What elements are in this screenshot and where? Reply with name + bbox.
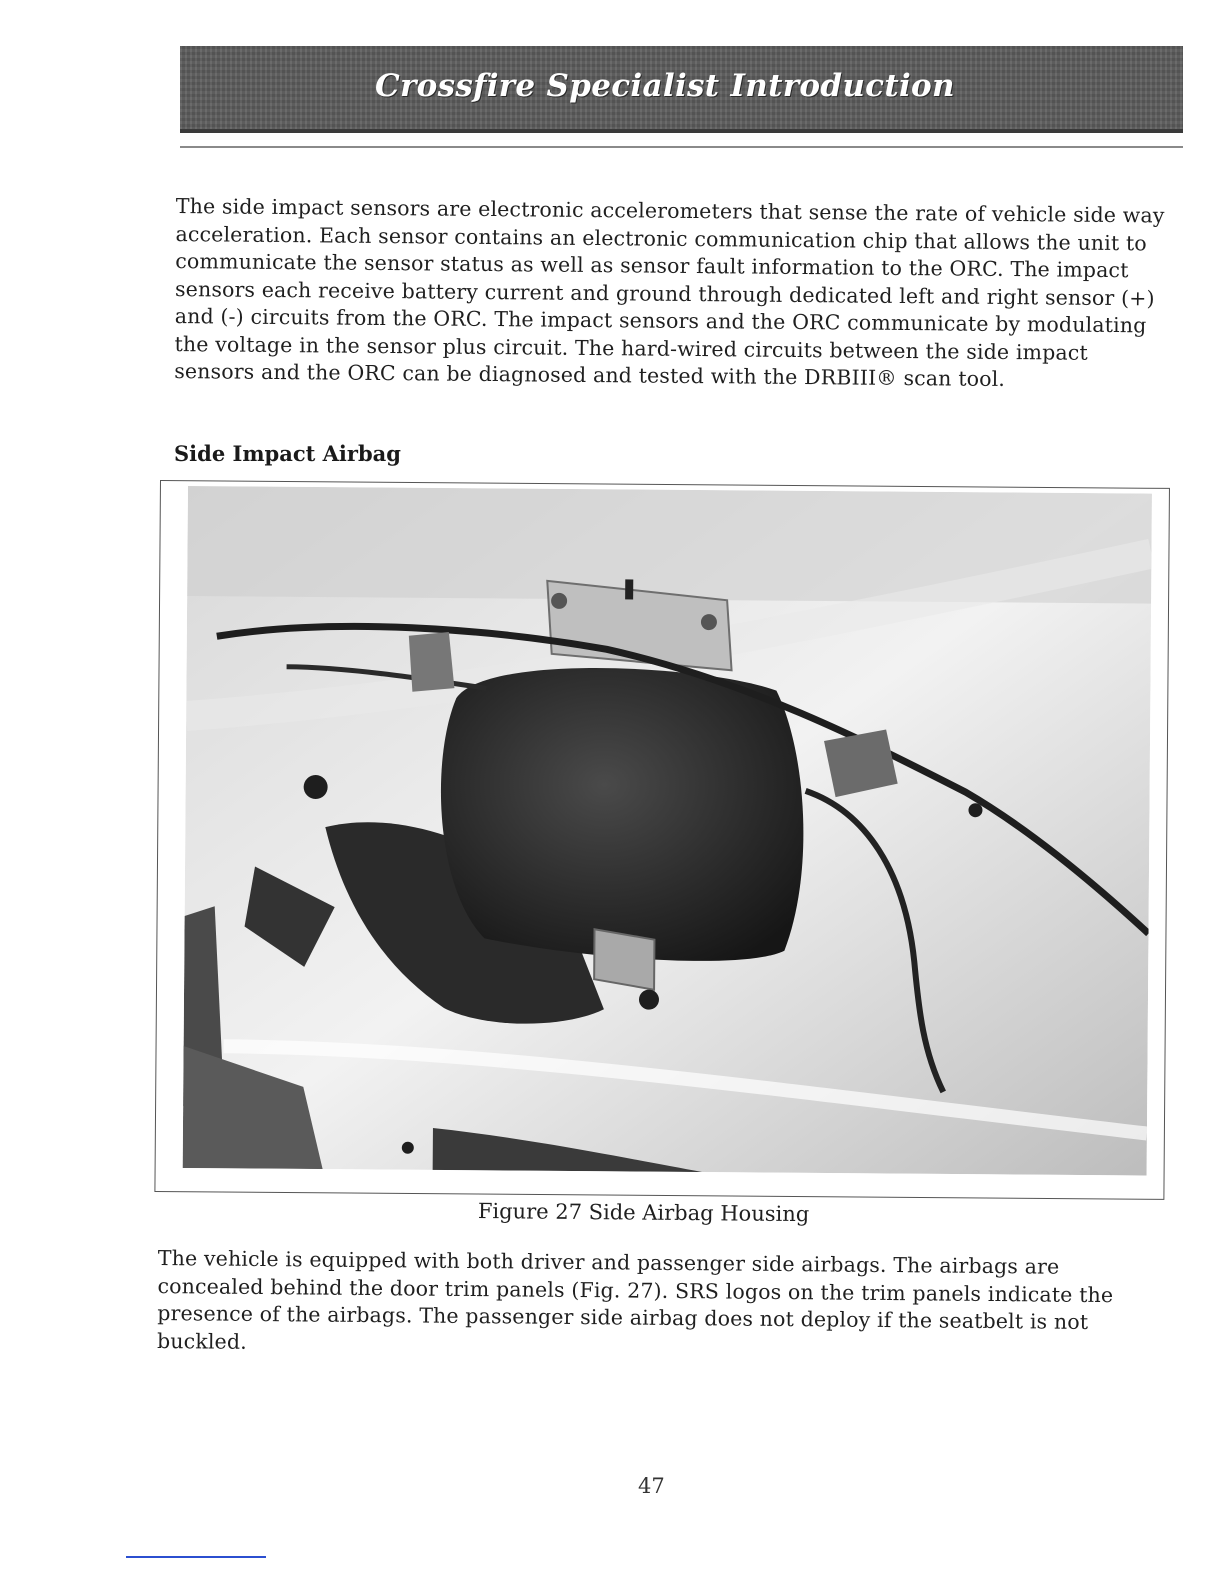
header-rule-secondary <box>180 146 1183 148</box>
figure-caption: Figure 27 Side Airbag Housing <box>477 1199 810 1227</box>
page-number: 47 <box>638 1474 665 1498</box>
page-title: Crossfire Specialist Introduction <box>375 68 955 104</box>
body-paragraph: The vehicle is equipped with both driver and passenger side airbags. The airbags are concealed behind the door trim panels (Fig. 27). SRS logos on the trim panels indicate the presence of the airbags. The passenger side airbag does not deploy if the seatbelt is not buckled. <box>156 1246 1114 1354</box>
intro-paragraph: The side impact sensors are electronic accelerometers that sense the rate of vehicle side way acceleration. Each sensor contains an electronic communication chip that allows the unit to communicate the sensor status as well as sensor fault information to the ORC. The impact sensors each receive battery current and ground through dedicated left and right sensor (+) and (-) circuits from the ORC. The impact sensors and the ORC communicate by modulating the voltage in the sensor plus circuit. The hard-wired circuits between the side impact sensors and the ORC can be diagnosed and tested with the DRBIII® scan tool. <box>174 193 1165 391</box>
header-rule <box>180 129 1183 133</box>
footer-line <box>126 1556 266 1558</box>
side-airbag-photo <box>183 486 1152 1176</box>
section-heading: Side Impact Airbag <box>174 441 401 466</box>
header-banner <box>180 46 1183 130</box>
